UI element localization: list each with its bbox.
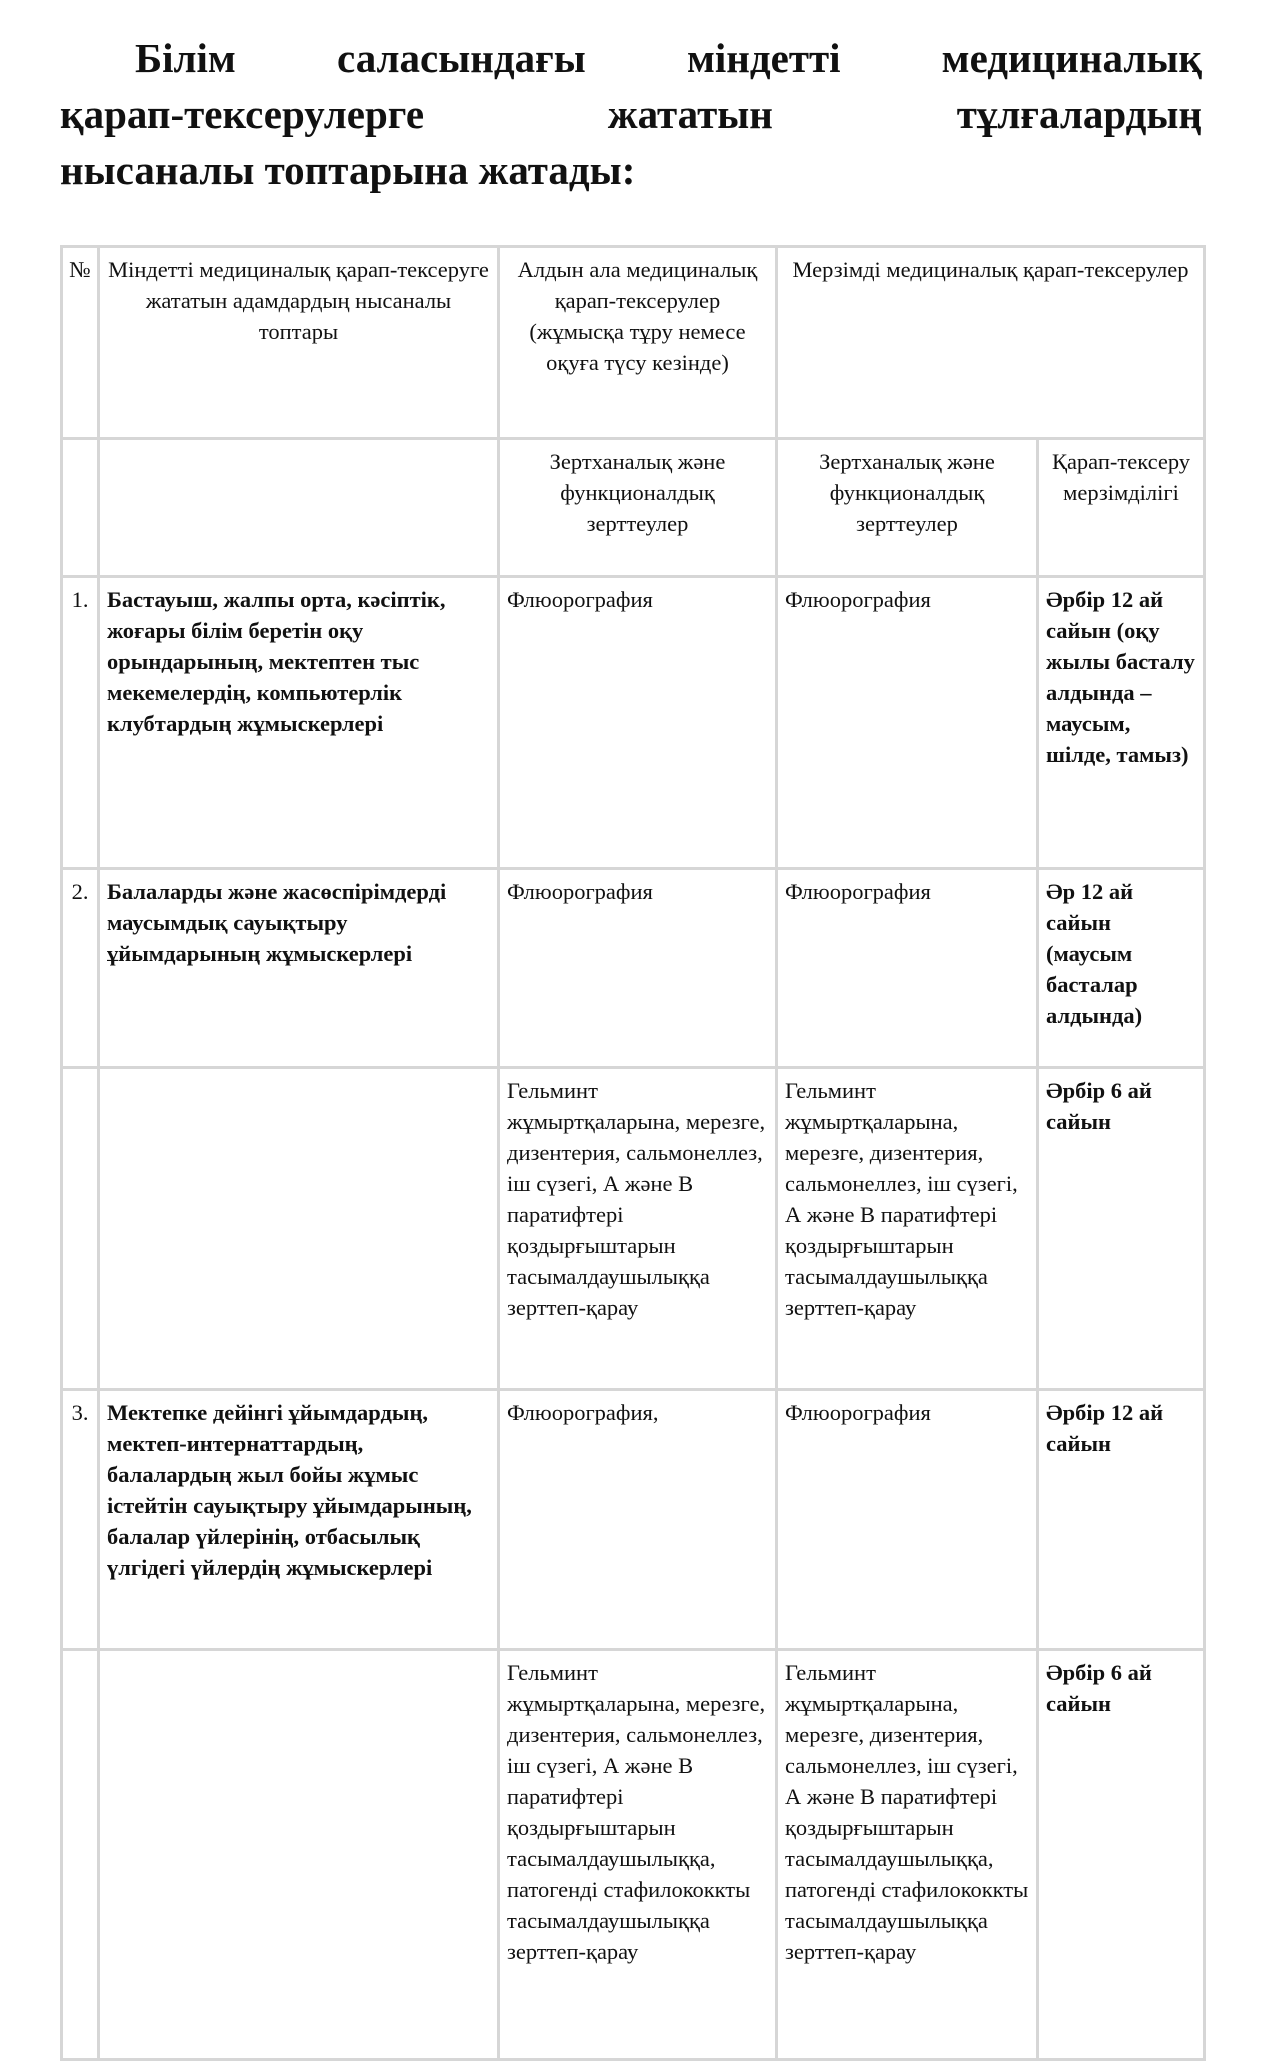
table-row (62, 1068, 1205, 1390)
row-periodic: Флюорография (777, 869, 1038, 1068)
row-periodic: Флюорография (777, 1390, 1038, 1650)
screening-table (60, 245, 1206, 2061)
header-periodic-exams: Мерзімді медициналық қарап-тексерулер (777, 247, 1205, 439)
subheader-lab-periodic: Зертханалық және функционалдық зерттеулер (777, 439, 1038, 577)
table-row (62, 577, 1205, 869)
title-word: тұлғалардың (956, 91, 1202, 137)
row-periodic: Гельминт жұмыртқаларына, мерезге, дизентерия, сальмонеллез, іш сүзегі, А және В паратифтері қоздырғыштарын тасымалдаушылыққа зерттеп-қарау (777, 1068, 1038, 1390)
title-word: медициналық (941, 35, 1202, 81)
row-frequency: Әрбір 6 ай сайын (1038, 1068, 1205, 1390)
table-header-row (62, 247, 1205, 439)
row-preliminary: Гельминт жұмыртқаларына, мерезге, дизентерия, сальмонеллез, іш сүзегі, А және В паратифтері қоздырғыштарын тасымалдаушылыққа, патогенді стафилококкты тасымалдаушылыққа зерттеп-қарау (499, 1650, 777, 2060)
title-word: қарап-тексерулерге (60, 91, 425, 137)
title-word: нысаналы топтарына жатады: (60, 147, 636, 193)
subheader-empty (99, 439, 499, 577)
row-periodic: Флюорография (777, 577, 1038, 869)
row-group: Мектепке дейінгі ұйымдардың, мектеп-интернаттардың, балалардың жыл бойы жұмыс істейтін сауықтыру ұйымдарының, балалар үйлерінің, отбасылық үлгідегі үйлердің жұмыскерлері (99, 1390, 499, 1650)
title-line-2 (60, 86, 1202, 142)
row-group (99, 1068, 499, 1390)
table-row (62, 1390, 1205, 1650)
row-preliminary: Флюорография, (499, 1390, 777, 1650)
row-frequency: Әрбір 12 ай сайын (1038, 1390, 1205, 1650)
row-frequency: Әрбір 12 ай сайын (оқу жылы басталу алдында – маусым, шілде, тамыз) (1038, 577, 1205, 869)
row-frequency: Әрбір 6 ай сайын (1038, 1650, 1205, 2060)
title-line-3 (60, 142, 1202, 198)
subheader-lab-preliminary: Зертханалық және функционалдық зерттеулер (499, 439, 777, 577)
header-preliminary-exams: Алдын ала медициналық қарап-тексерулер (жұмысқа тұру немесе оқуға түсу кезінде) (499, 247, 777, 439)
header-number: № (62, 247, 99, 439)
row-number (62, 1068, 99, 1390)
subheader-frequency: Қарап-тексеру мерзімділігі (1038, 439, 1205, 577)
table-subheader-row (62, 439, 1205, 577)
row-preliminary: Гельминт жұмыртқаларына, мерезге, дизентерия, сальмонеллез, іш сүзегі, А және В паратифтері қоздырғыштарын тасымалдаушылыққа зерттеп-қарау (499, 1068, 777, 1390)
row-group (99, 1650, 499, 2060)
row-number: 1. (62, 577, 99, 869)
header-groups: Міндетті медициналық қарап-тексеруге жататын адамдардың нысаналы топтары (99, 247, 499, 439)
row-number: 3. (62, 1390, 99, 1650)
table-row (62, 1650, 1205, 2060)
row-group: Балаларды және жасөспірімдерді маусымдық сауықтыру ұйымдарының жұмыскерлері (99, 869, 499, 1068)
title-word: міндетті (686, 35, 841, 81)
title-word: Білім (135, 35, 236, 81)
title-line-1 (60, 30, 1202, 86)
document-title (60, 30, 1202, 198)
row-periodic: Гельминт жұмыртқаларына, мерезге, дизентерия, сальмонеллез, іш сүзегі, А және В паратифтері қоздырғыштарын тасымалдаушылыққа, патогенді стафилококкты тасымалдаушылыққа зерттеп-қарау (777, 1650, 1038, 2060)
row-number (62, 1650, 99, 2060)
title-word: саласындағы (337, 35, 586, 81)
table-row (62, 869, 1205, 1068)
row-preliminary: Флюорография (499, 577, 777, 869)
row-group: Бастауыш, жалпы орта, кәсіптік, жоғары білім беретін оқу орындарының, мектептен тыс мекемелердің, компьютерлік клубтардың жұмыскерлері (99, 577, 499, 869)
row-frequency: Әр 12 ай сайын (маусым басталар алдында) (1038, 869, 1205, 1068)
row-number: 2. (62, 869, 99, 1068)
row-preliminary: Флюорография (499, 869, 777, 1068)
title-word: жататын (607, 91, 773, 137)
subheader-empty (62, 439, 99, 577)
